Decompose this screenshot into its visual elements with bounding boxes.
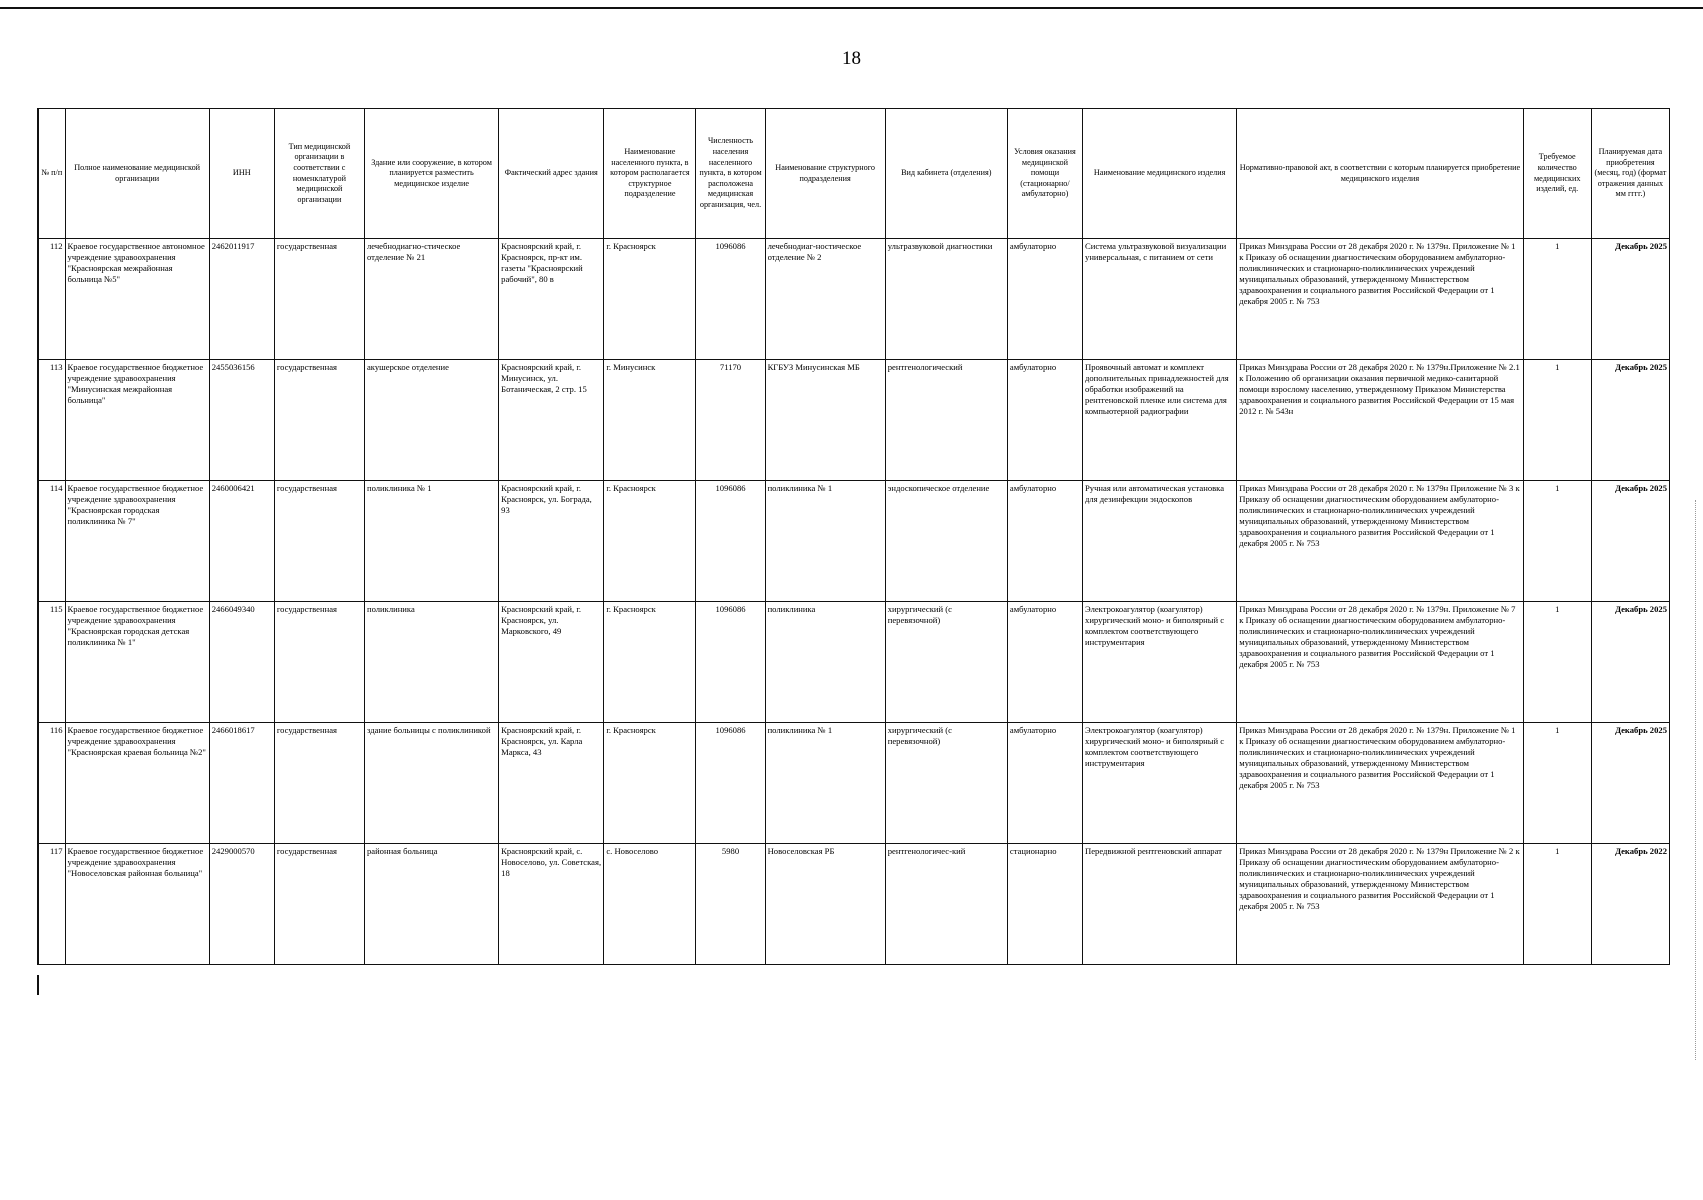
cell-address: Красноярский край, г. Минусинск, ул. Ботаническая, 2 стр. 15 bbox=[499, 360, 604, 481]
cell-date: Декабрь 2022 bbox=[1591, 844, 1669, 965]
cell-legal: Приказ Минздрава России от 28 декабря 2020 г. № 1379н Приложение № 2 к Приказу об оснащении диагностическим оборудованием амбулаторно-поликлинических и стационарно-поликлинических учреждений муниципальных образований, утвержденному Министерством здравоохранения и социального развития Российской Федерации от 1 декабря 2005 г. № 753 bbox=[1237, 844, 1523, 965]
cell-legal: Приказ Минздрава России от 28 декабря 2020 г. № 1379н. Приложение № 1 к Приказу об оснащении диагностическим оборудованием амбулаторно-поликлинических и стационарно-поликлинических учреждений муниципальных образований, утвержденному Министерством здравоохранения и социального развития Российской Федерации от 1 декабря 2005 г. № 753 bbox=[1237, 723, 1523, 844]
cell-locality: г. Красноярск bbox=[604, 723, 696, 844]
cell-cabinet: хирургический (с перевязочной) bbox=[885, 723, 1007, 844]
cell-address: Красноярский край, г. Красноярск, ул. Марковского, 49 bbox=[499, 602, 604, 723]
cell-org: Краевое государственное бюджетное учреждение здравоохранения "Красноярская городская поликлиника № 7" bbox=[65, 481, 209, 602]
cell-cabinet: рентгенологический bbox=[885, 360, 1007, 481]
cell-building: здание больницы с поликлиникой bbox=[364, 723, 498, 844]
header-cell-subdivision: Наименование структурного подразделения bbox=[765, 109, 885, 239]
cell-org: Краевое государственное автономное учреждение здравоохранения "Красноярская межрайонная больница №5" bbox=[65, 239, 209, 360]
cell-subdivision: поликлиника № 1 bbox=[765, 481, 885, 602]
cell-locality: г. Красноярск bbox=[604, 239, 696, 360]
cell-org: Краевое государственное бюджетное учреждение здравоохранения "Минусинская межрайонная больница" bbox=[65, 360, 209, 481]
cell-population: 1096086 bbox=[696, 239, 765, 360]
cell-conditions: амбулаторно bbox=[1007, 481, 1082, 602]
cell-population: 71170 bbox=[696, 360, 765, 481]
cell-device: Ручная или автоматическая установка для дезинфекции эндоскопов bbox=[1083, 481, 1237, 602]
table-continuation-stub bbox=[37, 975, 39, 995]
cell-inn: 2460006421 bbox=[209, 481, 274, 602]
cell-type: государственная bbox=[274, 602, 364, 723]
cell-qty: 1 bbox=[1523, 723, 1591, 844]
cell-conditions: амбулаторно bbox=[1007, 239, 1082, 360]
table-header-row bbox=[38, 109, 1670, 239]
cell-subdivision: поликлиника № 1 bbox=[765, 723, 885, 844]
cell-subdivision: лечебнодиаг-ностическое отделение № 2 bbox=[765, 239, 885, 360]
cell-date: Декабрь 2025 bbox=[1591, 602, 1669, 723]
cell-inn: 2466049340 bbox=[209, 602, 274, 723]
cell-building: поликлиника № 1 bbox=[364, 481, 498, 602]
table-row bbox=[38, 844, 1670, 965]
header-cell-cabinet: Вид кабинета (отделения) bbox=[885, 109, 1007, 239]
header-cell-type: Тип медицинской организации в соответствии с номенклатурой медицинской организации bbox=[274, 109, 364, 239]
cell-inn: 2462011917 bbox=[209, 239, 274, 360]
cell-date: Декабрь 2025 bbox=[1591, 360, 1669, 481]
cell-address: Красноярский край, г. Красноярск, пр-кт им. газеты "Красноярский рабочий", 80 в bbox=[499, 239, 604, 360]
cell-num: 116 bbox=[38, 723, 65, 844]
cell-address: Красноярский край, г. Красноярск, ул. Карла Маркса, 43 bbox=[499, 723, 604, 844]
cell-inn: 2429000570 bbox=[209, 844, 274, 965]
scan-edge-line bbox=[1695, 500, 1696, 1060]
cell-conditions: амбулаторно bbox=[1007, 360, 1082, 481]
cell-cabinet: хирургический (с перевязочной) bbox=[885, 602, 1007, 723]
cell-subdivision: поликлиника bbox=[765, 602, 885, 723]
cell-device: Электрокоагулятор (коагулятор) хирургический моно- и биполярный с комплектом соответствующего инструментария bbox=[1083, 723, 1237, 844]
cell-cabinet: рентгенологичес-кий bbox=[885, 844, 1007, 965]
cell-device: Электрокоагулятор (коагулятор) хирургический моно- и биполярный с комплектом соответствующего инструментария bbox=[1083, 602, 1237, 723]
cell-conditions: амбулаторно bbox=[1007, 723, 1082, 844]
cell-type: государственная bbox=[274, 360, 364, 481]
cell-locality: г. Красноярск bbox=[604, 481, 696, 602]
cell-cabinet: ультразвуковой диагностики bbox=[885, 239, 1007, 360]
cell-population: 1096086 bbox=[696, 723, 765, 844]
cell-inn: 2455036156 bbox=[209, 360, 274, 481]
table-row bbox=[38, 360, 1670, 481]
cell-num: 114 bbox=[38, 481, 65, 602]
equipment-table bbox=[37, 108, 1670, 965]
cell-address: Красноярский край, г. Красноярск, ул. Бограда, 93 bbox=[499, 481, 604, 602]
cell-population: 1096086 bbox=[696, 602, 765, 723]
cell-locality: с. Новоселово bbox=[604, 844, 696, 965]
cell-qty: 1 bbox=[1523, 239, 1591, 360]
cell-legal: Приказ Минздрава России от 28 декабря 2020 г. № 1379н Приложение № 3 к Приказу об оснащении диагностическим оборудованием амбулаторно-поликлинических и стационарно-поликлинических учреждений муниципальных образований, утвержденному Министерством здравоохранения и социального развития Российской Федерации от 1 декабря 2005 г. № 753 bbox=[1237, 481, 1523, 602]
header-cell-locality: Наименование населенного пункта, в котором располагается структурное подразделение bbox=[604, 109, 696, 239]
cell-num: 117 bbox=[38, 844, 65, 965]
header-cell-qty: Требуемое количество медицинских изделий, ед. bbox=[1523, 109, 1591, 239]
cell-conditions: стационарно bbox=[1007, 844, 1082, 965]
cell-date: Декабрь 2025 bbox=[1591, 481, 1669, 602]
cell-org: Краевое государственное бюджетное учреждение здравоохранения "Красноярская городская детская поликлиника № 1" bbox=[65, 602, 209, 723]
cell-org: Краевое государственное бюджетное учреждение здравоохранения "Красноярская краевая больница №2" bbox=[65, 723, 209, 844]
cell-legal: Приказ Минздрава России от 28 декабря 2020 г. № 1379н. Приложение № 1 к Приказу об оснащении диагностическим оборудованием амбулаторно-поликлинических и стационарно-поликлинических учреждений муниципальных образований, утвержденному Министерством здравоохранения и социального развития Российской Федерации от 1 декабря 2005 г. № 753 bbox=[1237, 239, 1523, 360]
header-cell-date: Планируемая дата приобретения (месяц, год) (формат отражения данных мм гггг.) bbox=[1591, 109, 1669, 239]
cell-date: Декабрь 2025 bbox=[1591, 239, 1669, 360]
cell-qty: 1 bbox=[1523, 844, 1591, 965]
cell-qty: 1 bbox=[1523, 481, 1591, 602]
cell-type: государственная bbox=[274, 481, 364, 602]
cell-type: государственная bbox=[274, 239, 364, 360]
cell-num: 112 bbox=[38, 239, 65, 360]
cell-type: государственная bbox=[274, 844, 364, 965]
cell-building: лечебнодиагно-стическое отделение № 21 bbox=[364, 239, 498, 360]
header-cell-inn: ИНН bbox=[209, 109, 274, 239]
header-cell-org: Полное наименование медицинской организации bbox=[65, 109, 209, 239]
header-cell-device: Наименование медицинского изделия bbox=[1083, 109, 1237, 239]
cell-qty: 1 bbox=[1523, 360, 1591, 481]
page-number: 18 bbox=[842, 48, 861, 69]
header-cell-legal: Нормативно-правовой акт, в соответствии с которым планируется приобретение медицинского изделия bbox=[1237, 109, 1523, 239]
cell-num: 115 bbox=[38, 602, 65, 723]
equipment-table-container bbox=[37, 108, 1670, 965]
cell-building: районная больница bbox=[364, 844, 498, 965]
cell-subdivision: Новоселовская РБ bbox=[765, 844, 885, 965]
cell-population: 5980 bbox=[696, 844, 765, 965]
cell-type: государственная bbox=[274, 723, 364, 844]
cell-conditions: амбулаторно bbox=[1007, 602, 1082, 723]
cell-locality: г. Минусинск bbox=[604, 360, 696, 481]
header-cell-population: Численность населения населенного пункта, в котором расположена медицинская организация, чел. bbox=[696, 109, 765, 239]
table-row bbox=[38, 723, 1670, 844]
table-row bbox=[38, 602, 1670, 723]
table-row bbox=[38, 239, 1670, 360]
cell-population: 1096086 bbox=[696, 481, 765, 602]
cell-date: Декабрь 2025 bbox=[1591, 723, 1669, 844]
cell-inn: 2466018617 bbox=[209, 723, 274, 844]
cell-building: поликлиника bbox=[364, 602, 498, 723]
header-cell-conditions: Условия оказания медицинской помощи (стационарно/ амбулаторно) bbox=[1007, 109, 1082, 239]
cell-qty: 1 bbox=[1523, 602, 1591, 723]
cell-subdivision: КГБУЗ Минусинская МБ bbox=[765, 360, 885, 481]
header-cell-num: № п/п bbox=[38, 109, 65, 239]
table-row bbox=[38, 481, 1670, 602]
cell-device: Система ультразвуковой визуализации универсальная, с питанием от сети bbox=[1083, 239, 1237, 360]
cell-building: акушерское отделение bbox=[364, 360, 498, 481]
cell-num: 113 bbox=[38, 360, 65, 481]
cell-device: Проявочный автомат и комплект дополнительных принадлежностей для обработки изображений на рентгеновской пленке или система для компьютерной радиографии bbox=[1083, 360, 1237, 481]
header-cell-address: Фактический адрес здания bbox=[499, 109, 604, 239]
top-border-line bbox=[0, 7, 1703, 9]
cell-device: Передвижной рентгеновский аппарат bbox=[1083, 844, 1237, 965]
cell-legal: Приказ Минздрава России от 28 декабря 2020 г. № 1379н.Приложение № 2.1 к Положению об организации оказания первичной медико-санитарной помощи взрослому населению, утвержденному Приказом Министерства здравоохранения и социального развития Российской Федерации от 15 мая 2012 г. № 543н bbox=[1237, 360, 1523, 481]
cell-address: Красноярский край, с. Новоселово, ул. Советская, 18 bbox=[499, 844, 604, 965]
cell-org: Краевое государственное бюджетное учреждение здравоохранения "Новоселовская районная больница" bbox=[65, 844, 209, 965]
cell-legal: Приказ Минздрава России от 28 декабря 2020 г. № 1379н. Приложение № 7 к Приказу об оснащении диагностическим оборудованием амбулаторно-поликлинических и стационарно-поликлинических учреждений муниципальных образований, утвержденному Министерством здравоохранения и социального развития Российской Федерации от 1 декабря 2005 г. № 753 bbox=[1237, 602, 1523, 723]
cell-cabinet: эндоскопическое отделение bbox=[885, 481, 1007, 602]
header-cell-building: Здание или сооружение, в котором планируется разместить медицинское изделие bbox=[364, 109, 498, 239]
cell-locality: г. Красноярск bbox=[604, 602, 696, 723]
